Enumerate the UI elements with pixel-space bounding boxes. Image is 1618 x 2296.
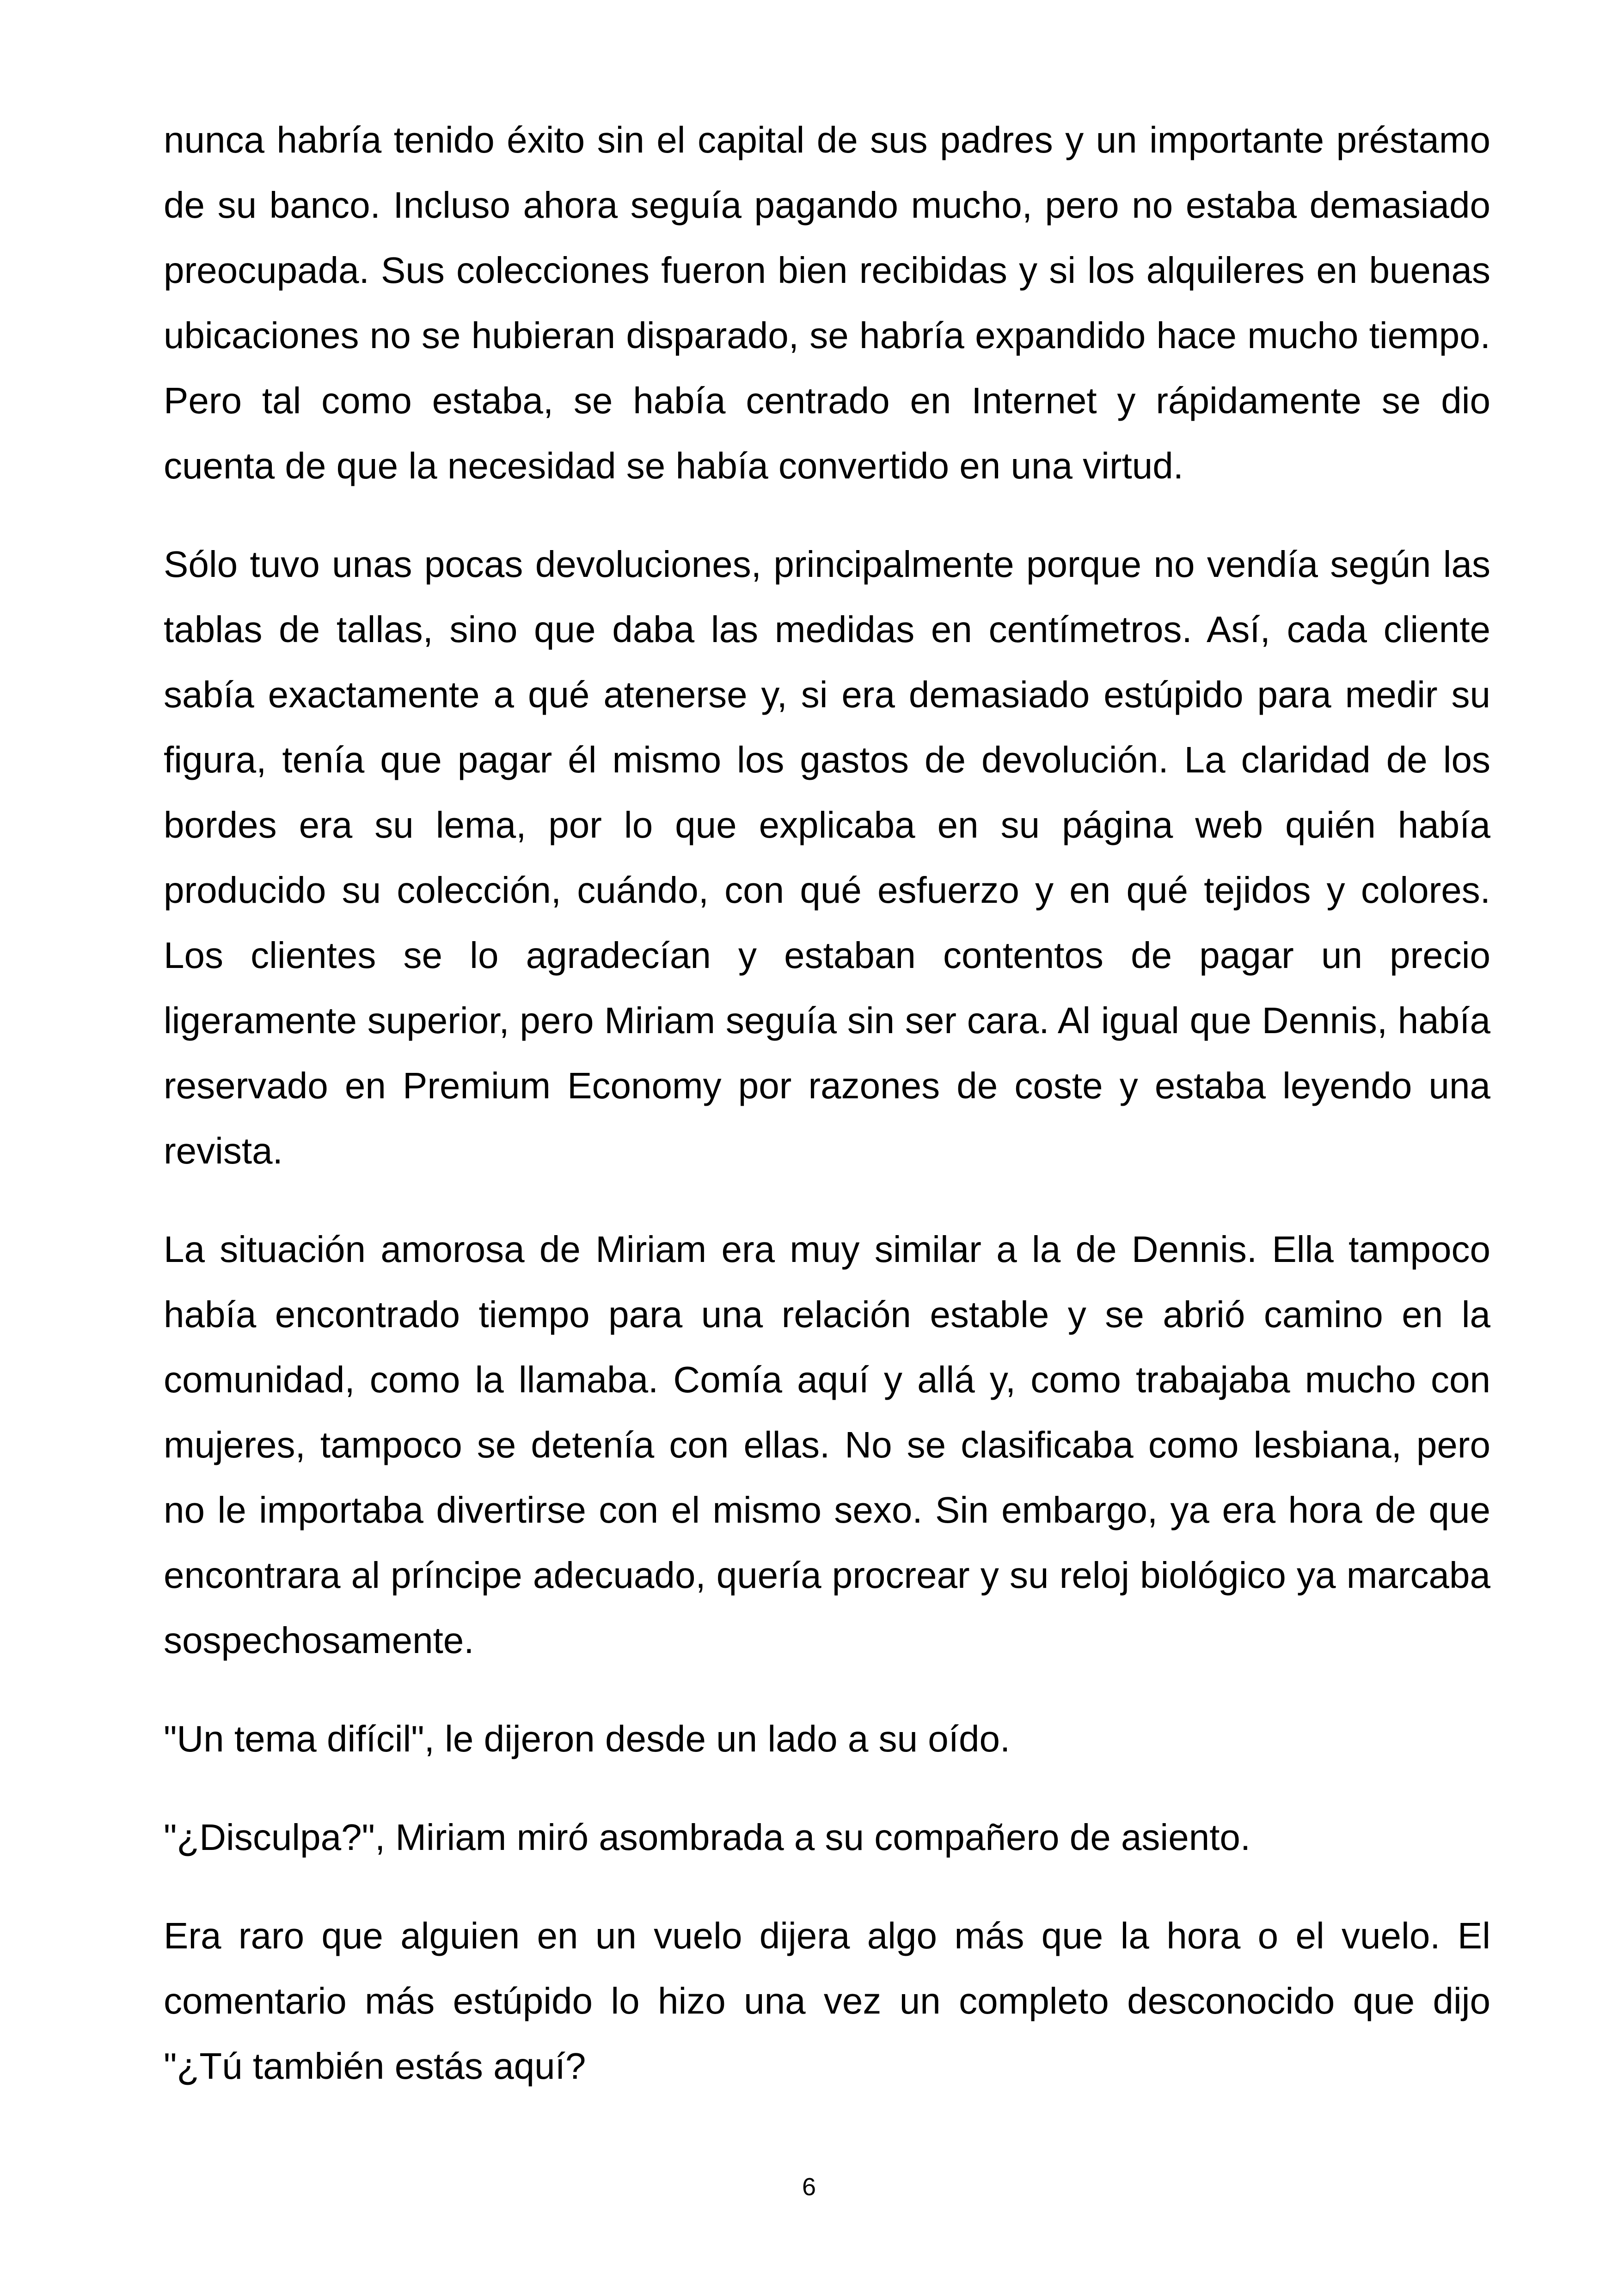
- paragraph-2: Sólo tuvo unas pocas devoluciones, principalmente porque no vendía según las tablas de tallas, sino que daba las medidas en centímetros. Así, cada cliente sabía exactamente a qué atenerse y, si era demasiado estúpido para medir su figura, tenía que pagar él mismo los gastos de devolución. La claridad de los bordes era su lema, por lo que explicaba en su página web quién había producido su colección, cuándo, con qué esfuerzo y en qué tejidos y colores. Los clientes se lo agradecían y estaban contentos de pagar un precio ligeramente superior, pero Miriam seguía sin ser cara. Al igual que Dennis, había reservado en Premium Economy por razones de coste y estaba leyendo una revista.: [164, 544, 1490, 1171]
- paragraph-1: nunca habría tenido éxito sin el capital de sus padres y un importante préstamo de su banco. Incluso ahora seguía pagando mucho, pero no estaba demasiado preocupada. Sus colecciones fueron bien recibidas y si los alquileres en buenas ubicaciones no se hubieran disparado, se habría expandido hace mucho tiempo. Pero tal como estaba, se había centrado en Internet y rápidamente se dio cuenta de que la necesidad se había convertido en una virtud.: [164, 119, 1490, 486]
- document-page: [164, 107, 1490, 2132]
- paragraph-6: Era raro que alguien en un vuelo dijera algo más que la hora o el vuelo. El comentario más estúpido lo hizo una vez un completo desconocido que dijo "¿Tú también estás aquí?: [164, 1915, 1490, 2087]
- paragraph-4: "Un tema difícil", le dijeron desde un lado a su oído.: [164, 1718, 1011, 1759]
- paragraph-5: "¿Disculpa?", Miriam miró asombrada a su compañero de asiento.: [164, 1817, 1251, 1858]
- page-number: 6: [802, 2173, 816, 2201]
- paragraph-3: La situación amorosa de Miriam era muy similar a la de Dennis. Ella tampoco había encontrado tiempo para una relación estable y se abrió camino en la comunidad, como la llamaba. Comía aquí y allá y, como trabajaba mucho con mujeres, tampoco se detenía con ellas. No se clasificaba como lesbiana, pero no le importaba divertirse con el mismo sexo. Sin embargo, ya era hora de que encontrara al príncipe adecuado, quería procrear y su reloj biológico ya marcaba sospechosamente.: [164, 1229, 1490, 1661]
